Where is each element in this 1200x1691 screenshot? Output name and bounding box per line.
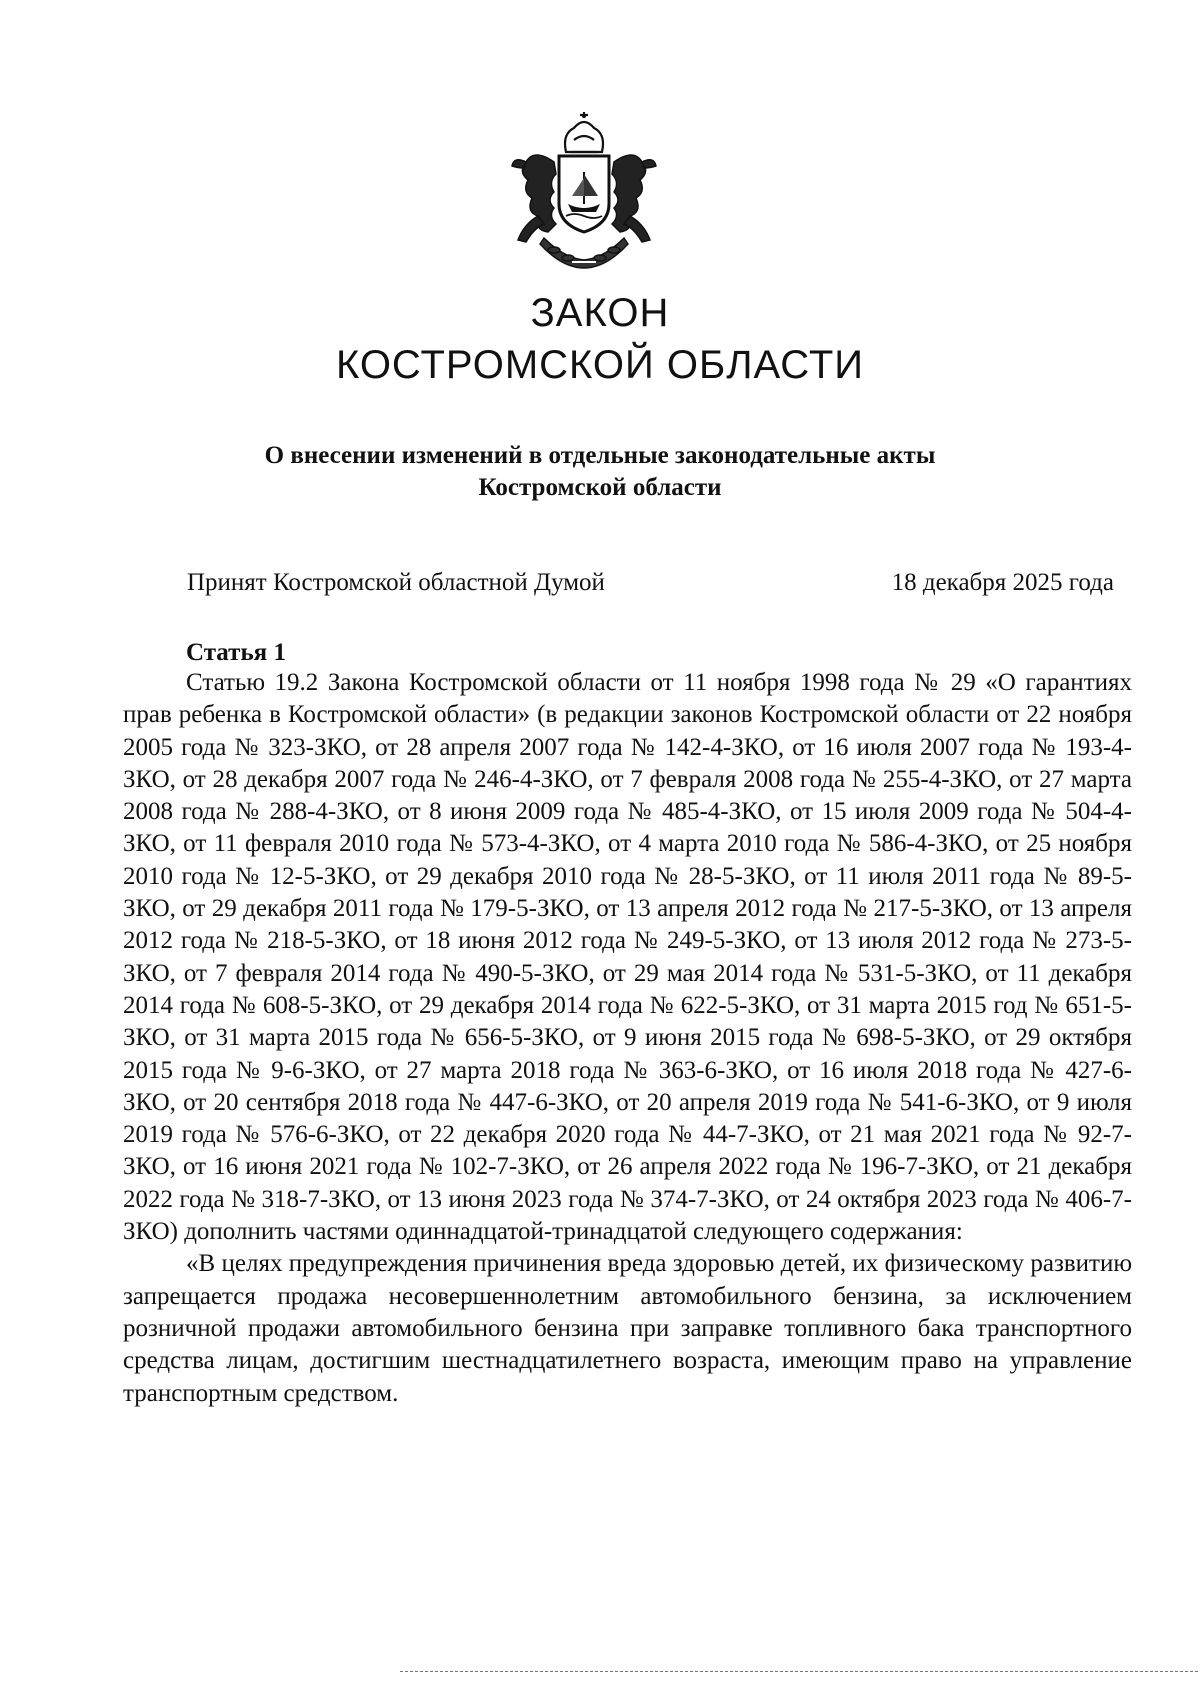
law-region-title: КОСТРОМСКОЙ ОБЛАСТИ xyxy=(335,343,865,387)
law-title: ЗАКОН xyxy=(530,291,670,335)
coat-of-arms-emblem xyxy=(504,112,664,270)
article-body xyxy=(123,667,1132,1410)
article-paragraph-quote: «В целях предупреждения причинения вреда здоровью детей, их физическому развитию запрещается продажа несовершеннолетним автомобильного бензина, за исключением розничной продажи автомобильного бензина при заправке топливного бака транспортного средства лицам, достигшим шестнадцатилетнего возраста, имеющим право на управление транспортным средством. xyxy=(123,1250,1132,1407)
law-subject-line1: О внесении изменений в отдельные законодательные акты xyxy=(264,442,936,469)
adoption-statement: Принят Костромской областной Думой xyxy=(187,569,605,596)
law-subject-line2: Костромской области xyxy=(478,474,722,501)
article-paragraph-amendment: Статью 19.2 Закона Костромской области от 11 ноября 1998 года № 29 «О гарантиях прав ребенка в Костромской области» (в редакции законов Костромской области от 22 ноября 2005 года № 323-ЗКО, от 28 апреля 2007 года № 142-4-ЗКО, от 16 июля 2007 года № 193-4-ЗКО, от 28 декабря 2007 года № 246-4-ЗКО, от 7 февраля 2008 года № 255-4-ЗКО, от 27 марта 2008 года № 288-4-ЗКО, от 8 июня 2009 года № 485-4-ЗКО, от 15 июля 2009 года № 504-4-ЗКО, от 11 февраля 2010 года № 573-4-ЗКО, от 4 марта 2010 года № 586-4-ЗКО, от 25 ноября 2010 года № 12-5-ЗКО, от 29 декабря 2010 года № 28-5-ЗКО, от 11 июля 2011 года № 89-5-ЗКО, от 29 декабря 2011 года № 179-5-ЗКО, от 13 апреля 2012 года № 217-5-ЗКО, от 13 апреля 2012 года № 218-5-ЗКО, от 18 июня 2012 года № 249-5-ЗКО, от 13 июля 2012 года № 273-5-ЗКО, от 7 февраля 2014 года № 490-5-ЗКО, от 29 мая 2014 года № 531-5-ЗКО, от 11 декабря 2014 года № 608-5-ЗКО, от 29 декабря 2014 года № 622-5-ЗКО, от 31 марта 2015 год № 651-5-ЗКО, от 31 марта 2015 года № 656-5-ЗКО, от 9 июня 2015 года № 698-5-ЗКО, от 29 октября 2015 года № 9-6-ЗКО, от 27 марта 2018 года № 363-6-ЗКО, от 16 июля 2018 года № 427-6-ЗКО, от 20 сентября 2018 года № 447-6-ЗКО, от 20 апреля 2019 года № 541-6-ЗКО, от 9 июля 2019 года № 576-6-ЗКО, от 22 декабря 2020 года № 44-7-ЗКО, от 21 мая 2021 года № 92-7-ЗКО, от 16 июня 2021 года № 102-7-ЗКО, от 26 апреля 2022 года № 196-7-ЗКО, от 21 декабря 2022 года № 318-7-ЗКО, от 13 июня 2023 года № 374-7-ЗКО, от 24 октября 2023 года № 406-7-ЗКО) дополнить частями одиннадцатой-тринадцатой следующего содержания: xyxy=(123,669,1132,1246)
page-bottom-rule xyxy=(400,1671,1198,1673)
article-heading: Статья 1 xyxy=(186,639,286,666)
adoption-date: 18 декабря 2025 года xyxy=(891,569,1114,596)
